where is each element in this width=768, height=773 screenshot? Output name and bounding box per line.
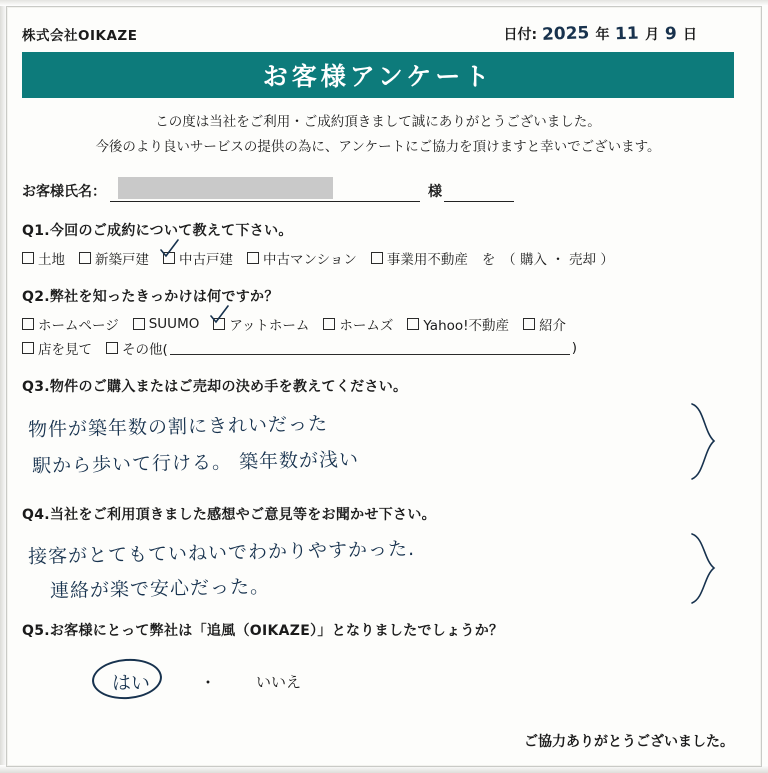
question-2-options-row-2 xyxy=(22,338,734,358)
q1-option-shinchiku[interactable] xyxy=(79,248,149,268)
paper-edge-top xyxy=(0,0,768,6)
q2-option-mise-wo-mite[interactable] xyxy=(22,338,92,358)
q1-option-chuko-kodate[interactable] xyxy=(163,248,233,268)
date-year-unit: 年 xyxy=(595,27,610,43)
q1-option-label: 中古戸建 xyxy=(179,251,233,268)
question-4 xyxy=(22,504,734,606)
question-1 xyxy=(22,220,734,268)
question-2 xyxy=(22,286,734,358)
checkbox-icon[interactable] xyxy=(523,318,535,330)
q2-other-close-paren: ) xyxy=(571,339,578,356)
question-1-options xyxy=(22,248,734,268)
checkbox-icon[interactable] xyxy=(133,318,145,330)
checkbox-icon[interactable] xyxy=(163,252,175,264)
question-3-title: Q3.物件のご購入またはご売却の決め手を教えてください。 xyxy=(22,378,408,395)
date-label: 日付: xyxy=(503,27,538,43)
intro-line-1: この度は当社をご利用・ご成約頂きまして誠にありがとうございました。 xyxy=(155,114,601,130)
question-5-title: Q5.お客様にとって弊社は「追風（OIKAZE）」となりましたでしょうか？ xyxy=(22,622,504,639)
customer-name-label: お客様氏名： xyxy=(22,183,106,200)
q1-option-label: 土地 xyxy=(38,251,65,268)
page-title: お客様アンケート xyxy=(262,62,494,91)
document-content xyxy=(22,14,734,708)
q1-tail-text: を （ 購入 ・ 売却 ） xyxy=(481,251,614,268)
q2-option-suumo[interactable] xyxy=(133,316,200,332)
q2-option-label: ホームページ xyxy=(38,317,119,334)
redaction-block xyxy=(118,177,333,199)
date-year-value: 2025 xyxy=(541,23,590,45)
q1-option-label: 新築戸建 xyxy=(95,251,149,268)
q5-yes-label: はい xyxy=(112,672,151,695)
checkbox-icon[interactable] xyxy=(407,318,419,330)
customer-name-input[interactable] xyxy=(110,177,420,202)
answer-brace xyxy=(688,530,718,610)
paper-edge-bottom xyxy=(0,765,768,773)
question-4-answer[interactable] xyxy=(22,528,734,606)
q1-option-label: 事業用不動産 xyxy=(386,251,468,268)
checkbox-icon[interactable] xyxy=(106,342,118,354)
q2-option-label: 店を見て xyxy=(38,341,92,358)
checkbox-icon[interactable] xyxy=(79,252,91,264)
checkbox-icon[interactable] xyxy=(247,252,259,264)
q5-separator: ・ xyxy=(200,673,217,693)
checkbox-icon[interactable] xyxy=(213,318,225,330)
q2-option-sonota[interactable] xyxy=(106,338,577,358)
date-day-unit: 日 xyxy=(683,27,697,43)
checkbox-icon[interactable] xyxy=(22,342,34,354)
question-4-title: Q4.当社をご利用頂きました感想やご意見等をお聞かせ下さい。 xyxy=(22,506,436,523)
date-day-value: 9 xyxy=(664,23,678,45)
name-underline-tail xyxy=(444,177,514,202)
q2-option-homepage[interactable] xyxy=(22,314,119,334)
customer-name-row xyxy=(22,174,734,202)
q2-option-label: 紹介 xyxy=(539,317,567,334)
paper-edge-left xyxy=(0,0,7,773)
checkbox-icon[interactable] xyxy=(22,318,34,330)
intro-text xyxy=(22,110,734,160)
question-1-title: Q1.今回のご成約について教えて下さい。 xyxy=(22,222,293,239)
question-5 xyxy=(22,620,734,708)
q4-answer-line-2: 連絡が楽で安心だった。 xyxy=(49,575,271,603)
question-5-answer xyxy=(22,656,734,708)
question-3-answer[interactable] xyxy=(22,400,734,486)
circle-mark-icon xyxy=(91,657,164,702)
intro-line-2: 今後のより良いサービスの提供の為に、アンケートにご協力を頂けますと幸いでございます。 xyxy=(95,138,661,155)
footer-thanks: ご協力ありがとうございました。 xyxy=(524,734,734,750)
q2-option-yahoo[interactable] xyxy=(407,314,509,334)
q2-option-athome[interactable] xyxy=(213,314,309,334)
customer-name-suffix: 様 xyxy=(428,183,442,200)
q2-option-label: その他( xyxy=(122,341,168,358)
q1-option-label: 中古マンション xyxy=(263,251,357,268)
q2-option-shoukai[interactable] xyxy=(523,314,566,334)
q2-option-label: アットホーム xyxy=(229,317,310,334)
q4-answer-line-1: 接客がとてもていねいでわかりやすかった. xyxy=(27,537,416,568)
date-month-value: 11 xyxy=(615,23,640,45)
q5-option-yes[interactable] xyxy=(102,664,160,699)
q2-other-input[interactable] xyxy=(170,341,570,355)
q1-option-tochi[interactable] xyxy=(22,248,65,268)
checkbox-icon[interactable] xyxy=(371,252,383,264)
company-name: 株式会社OIKAZE xyxy=(22,28,138,44)
q2-option-label: SUUMO xyxy=(148,315,200,332)
question-2-options-row-1 xyxy=(22,314,734,334)
q2-option-homes[interactable] xyxy=(323,314,393,334)
title-banner xyxy=(22,52,734,98)
question-2-title: Q2.弊社を知ったきっかけは何ですか？ xyxy=(22,288,279,305)
answer-brace xyxy=(688,402,718,482)
date-month-unit: 月 xyxy=(645,27,660,43)
q3-answer-line-2: 駅から歩いて行ける。 築年数が浅い xyxy=(31,448,360,478)
q1-option-chuko-mansion[interactable] xyxy=(247,248,357,268)
checkbox-icon[interactable] xyxy=(323,318,335,330)
question-3 xyxy=(22,376,734,486)
q2-option-label: ホームズ xyxy=(339,317,394,334)
q2-option-label: Yahoo!不動産 xyxy=(423,317,510,334)
header-row xyxy=(22,14,734,44)
q3-answer-line-1: 物件が築年数の割にきれいだった xyxy=(27,412,329,442)
checkbox-icon[interactable] xyxy=(22,252,34,264)
q1-option-jigyoyo[interactable] xyxy=(371,248,468,268)
date-field xyxy=(504,24,734,44)
q5-option-no[interactable]: いいえ xyxy=(256,673,302,692)
